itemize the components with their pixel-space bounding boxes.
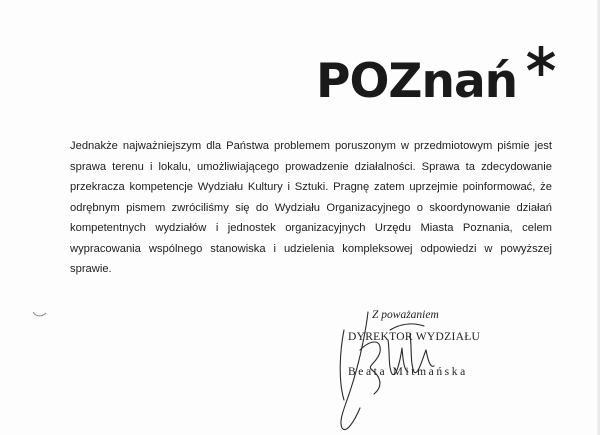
letter-paragraph: Jednakże najważniejszym dla Państwa problemem poruszonym w przedmiotowym piśmie jest sprawa terenu i lokalu, umożliwiającego prowadzenie działalności. Sprawa ta zdecydowanie przekracza kompetencje Wydziału Kultury i Sztuki. Pragnę zatem uprzejmie poinformować, że odrębnym pismem zwróciliśmy się do Wydziału Organizacyjnego o skoordynowanie działań kompetentnych wydziałów i jednostek organizacyjnych Urzędu Miasta Poznania, celem wypracowania wspólnego stanowiska i udzielenia kompleksowej odpowiedzi w powyższej sprawie. bbox=[70, 140, 552, 275]
logo-wordmark: POZnań bbox=[316, 54, 518, 109]
regards-line: Z poważaniem bbox=[372, 309, 439, 321]
signatory-name: Beata Mitmańska bbox=[348, 366, 468, 378]
scan-mark bbox=[30, 300, 50, 320]
signatory-position: DYREKTOR WYDZIAŁU bbox=[348, 331, 481, 343]
